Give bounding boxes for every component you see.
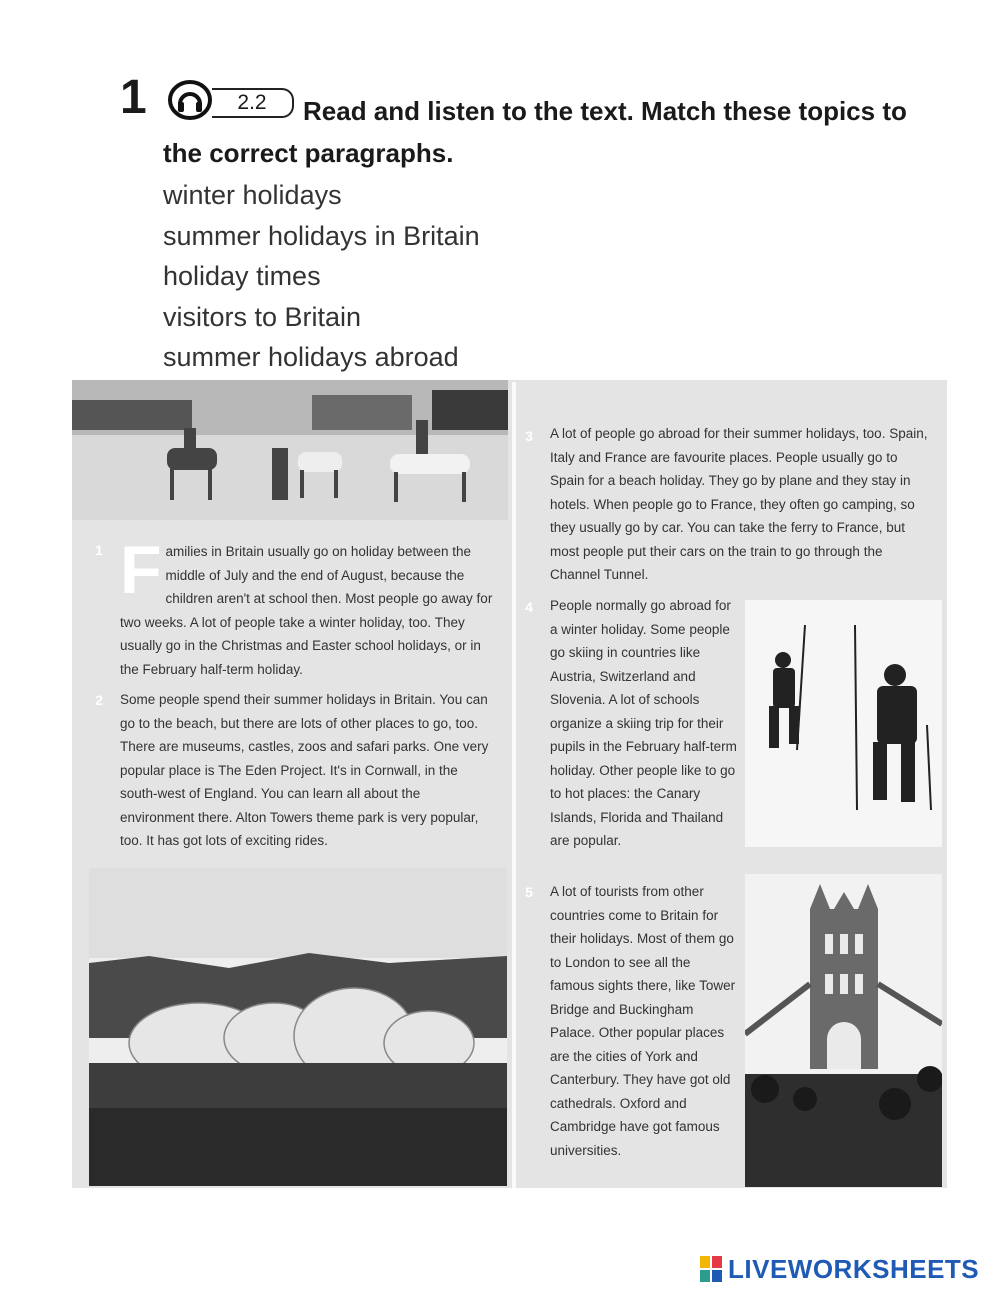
eden-project-photo <box>89 868 507 1186</box>
skiers-photo <box>745 600 942 847</box>
column-divider <box>512 382 516 1188</box>
paragraph-1 <box>120 532 495 681</box>
tower-bridge-photo <box>745 874 942 1187</box>
paragraph-5: A lot of tourists from other countries come to Britain for their holidays. Most of them go to London to see all the famous sights there, like Tower Bridge and Buckingham Palace. Other popular places are the cities of York and Canterbury. They have got old cathedrals. Oxford and Cambridge have got famous universities. <box>550 884 736 1158</box>
paragraph-number: 5 <box>525 884 533 900</box>
topic-item: winter holidays <box>163 180 342 210</box>
topic-list <box>163 175 480 378</box>
donkey-ride-photo <box>72 380 508 520</box>
topic-item: visitors to Britain <box>163 301 362 332</box>
topic-item: holiday times <box>163 261 321 291</box>
paragraph-number: 2 <box>95 692 103 708</box>
logo-mark-icon <box>700 1256 722 1282</box>
exercise-number: 1 <box>120 71 147 124</box>
paragraph-3: A lot of people go abroad for their summer holidays, too. Spain, Italy and France are favourite places. People usually go to Spain for a beach holiday. They go by plane and they stay in hotels. When people go to France, they often go camping, so they usually go by car. You can take the ferry to France, but most people put their cars on the train to go through the Channel Tunnel. <box>550 426 928 582</box>
paragraph-4: People normally go abroad for a winter holiday. Some people go skiing in countries like Austria, Switzerland and Slovenia. A lot of schools organize a skiing trip for their pupils in the February half-term holiday. Other people like to go to hot places: the Canary Islands, Florida and Thailand are popular. <box>550 598 737 848</box>
audio-track-number: 2.2 <box>212 88 294 118</box>
exercise-instruction: Read and listen to the text. Match these topics to the correct paragraphs. <box>163 96 907 168</box>
paragraph-number: 3 <box>525 428 533 444</box>
paragraph-number: 4 <box>525 599 533 615</box>
paragraph-number: 1 <box>95 542 103 558</box>
paragraph-text: amilies in Britain usually go on holiday between the middle of July and the end of August, because the children aren't at school then. Most people go away for two weeks. A lot of people take a winter holiday, too. They usually go in the Christmas and Easter school holidays, or in the February half-term holiday. <box>120 544 493 677</box>
brand-name: LIVEWORKSHEETS <box>728 1253 980 1284</box>
topic-item: summer holidays abroad <box>163 342 459 372</box>
liveworksheets-logo <box>700 1254 979 1284</box>
topic-item: summer holidays in Britain <box>163 220 480 251</box>
paragraph-2: Some people spend their summer holidays in Britain. You can go to the beach, but there are lots of other places to go, too. There are museums, castles, zoos and safari parks. One very popular place is The Eden Project. It's in Cornwall, in the south-west of England. You can learn all about the environment there. Alton Towers theme park is very popular, too. It has got lots of exciting rides. <box>120 692 489 848</box>
drop-cap: F <box>120 532 162 608</box>
